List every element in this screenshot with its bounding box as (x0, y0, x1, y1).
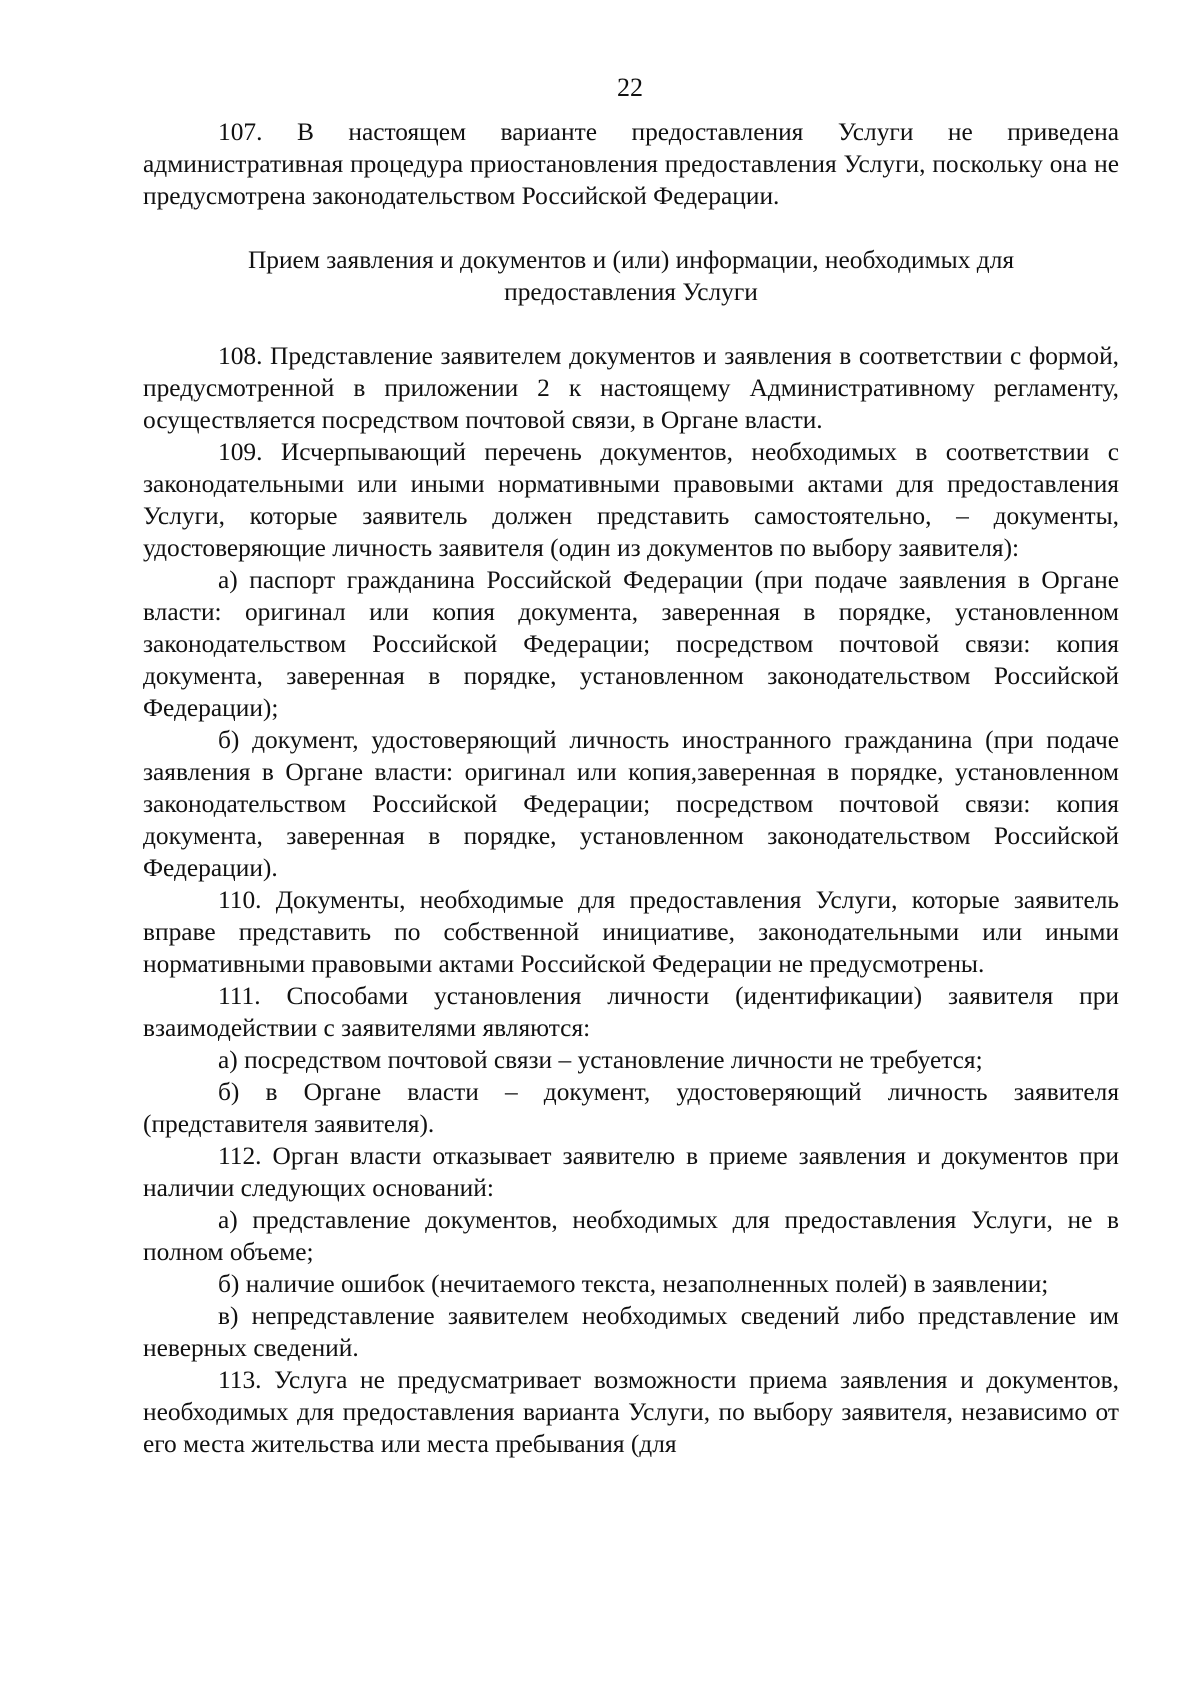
section-heading-line-1: Прием заявления и документов и (или) информации, необходимых для (247, 246, 1015, 274)
section-heading (143, 244, 1119, 308)
paragraph-112-a: а) представление документов, необходимых для предоставления Услуги, не в полном объеме; (143, 1206, 1119, 1266)
paragraph-109: 109. Исчерпывающий перечень документов, необходимых в соответствии с законодательными или иными нормативными правовыми актами для предоставления Услуги, которые заявитель должен представить самостоятельно, – документы, удостоверяющие личность заявителя (один из документов по выбору заявителя): (143, 438, 1119, 562)
paragraph-111: 111. Способами установления личности (идентификации) заявителя при взаимодействии с заявителями являются: (143, 982, 1119, 1042)
paragraph-111-b: б) в Органе власти – документ, удостоверяющий личность заявителя (представителя заявителя). (143, 1078, 1119, 1138)
page-number: 22 (617, 73, 643, 102)
paragraph-109-a: а) паспорт гражданина Российской Федерации (при подаче заявления в Органе власти: оригинал или копия документа, заверенная в порядке, установленном законодательством Российской Федерации; посредством почтовой связи: копия документа, заверенная в порядке, установленном законодательством Российской Федерации); (143, 566, 1119, 722)
section-heading-line-2: предоставления Услуги (504, 278, 758, 306)
paragraph-112: 112. Орган власти отказывает заявителю в приеме заявления и документов при наличии следующих оснований: (143, 1142, 1119, 1202)
paragraph-111-a: а) посредством почтовой связи – установление личности не требуется; (218, 1046, 983, 1074)
paragraph-113: 113. Услуга не предусматривает возможности приема заявления и документов, необходимых для предоставления варианта Услуги, по выбору заявителя, независимо от его места жительства или места пребывания (для (143, 1366, 1119, 1458)
paragraph-109-b: б) документ, удостоверяющий личность иностранного гражданина (при подаче заявления в Органе власти: оригинал или копия,заверенная в порядке, установленном законодательством Российской Федерации; посредством почтовой связи: копия документа, заверенная в порядке, установленном законодательством Российской Федерации). (143, 726, 1119, 882)
paragraph-112-v: в) непредставление заявителем необходимых сведений либо представление им неверных сведений. (143, 1302, 1119, 1362)
paragraph-107: 107. В настоящем варианте предоставления Услуги не приведена административная процедура приостановления предоставления Услуги, поскольку она не предусмотрена законодательством Российской Федерации. (143, 118, 1119, 210)
document-body (143, 116, 1119, 1460)
paragraph-110: 110. Документы, необходимые для предоставления Услуги, которые заявитель вправе представить по собственной инициативе, законодательными или иными нормативными правовыми актами Российской Федерации не предусмотрены. (143, 886, 1119, 978)
paragraph-108: 108. Представление заявителем документов и заявления в соответствии с формой, предусмотренной в приложении 2 к настоящему Административному регламенту, осуществляется посредством почтовой связи, в Органе власти. (143, 342, 1119, 434)
paragraph-112-b: б) наличие ошибок (нечитаемого текста, незаполненных полей) в заявлении; (218, 1270, 1049, 1298)
